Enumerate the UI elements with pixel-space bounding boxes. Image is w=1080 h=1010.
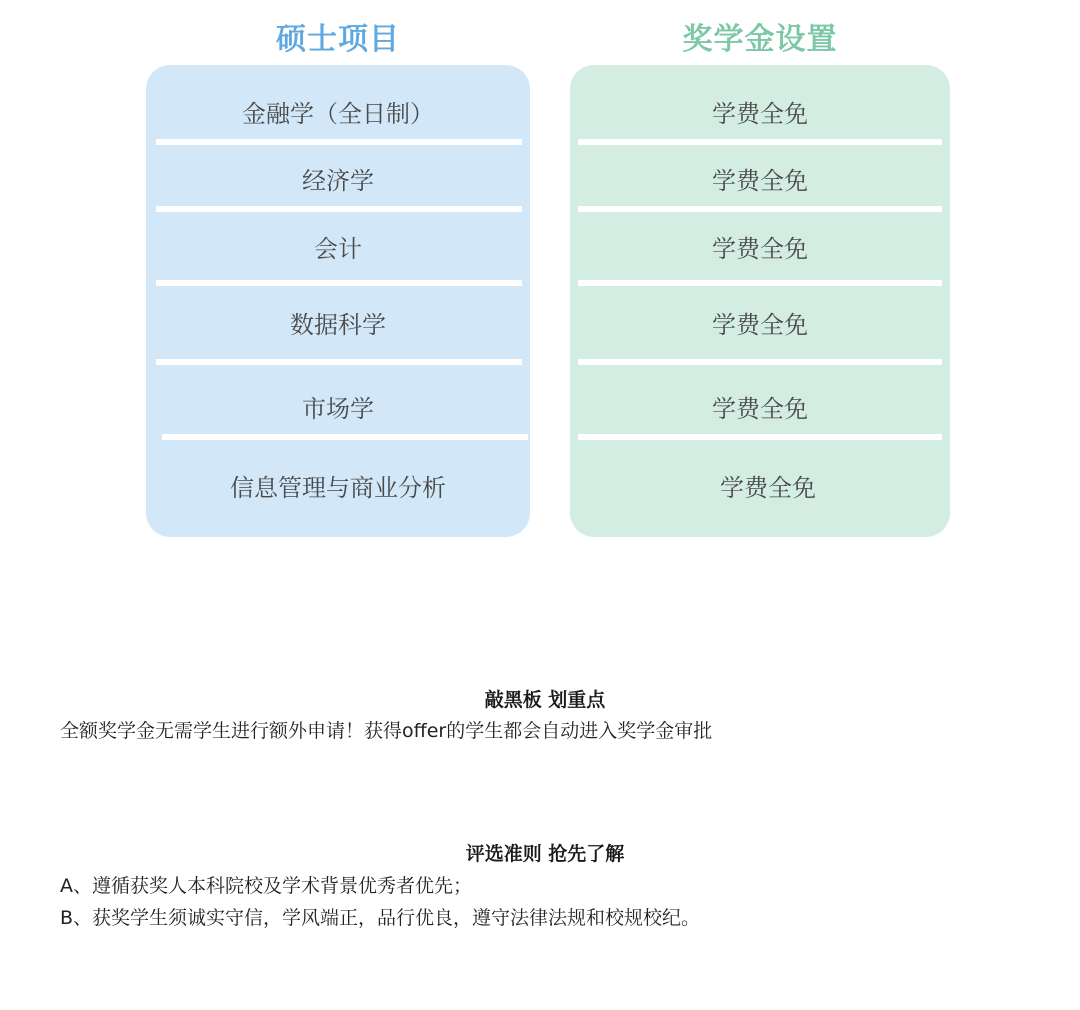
scholarship-cell: 学费全免 xyxy=(712,311,808,339)
notice-heading: 敲黑板 划重点 xyxy=(484,689,606,711)
program-cell: 信息管理与商业分析 xyxy=(230,474,446,502)
program-cell: 会计 xyxy=(314,235,362,263)
row-divider xyxy=(156,139,522,145)
row-divider xyxy=(156,206,522,212)
row-divider xyxy=(156,359,522,365)
scholarships-panel xyxy=(570,65,950,537)
row-divider xyxy=(578,359,942,365)
scholarship-cell: 学费全免 xyxy=(712,395,808,423)
row-divider xyxy=(578,434,942,440)
notice-text: 全额奖学金无需学生进行额外申请！获得offer的学生都会自动进入奖学金审批 xyxy=(60,720,713,742)
scholarship-cell: 学费全免 xyxy=(712,100,808,128)
programs-panel xyxy=(146,65,530,537)
row-divider xyxy=(578,280,942,286)
scholarships-column-title: 奖学金设置 xyxy=(682,22,838,57)
scholarship-cell: 学费全免 xyxy=(712,235,808,263)
scholarship-cell: 学费全免 xyxy=(712,167,808,195)
row-divider xyxy=(578,139,942,145)
row-divider xyxy=(578,206,942,212)
criteria-heading: 评选准则 抢先了解 xyxy=(465,843,625,865)
criteria-item: A、遵循获奖人本科院校及学术背景优秀者优先； xyxy=(60,875,472,897)
program-cell: 数据科学 xyxy=(290,311,386,339)
program-cell: 经济学 xyxy=(302,167,374,195)
row-divider xyxy=(156,280,522,286)
scholarship-cell: 学费全免 xyxy=(720,474,816,502)
program-cell: 金融学（全日制） xyxy=(242,100,434,128)
criteria-item: B、获奖学生须诚实守信，学风端正，品行优良，遵守法律法规和校规校纪。 xyxy=(60,907,701,929)
programs-column-title: 硕士项目 xyxy=(276,22,400,57)
row-divider xyxy=(162,434,528,440)
program-cell: 市场学 xyxy=(302,395,374,423)
